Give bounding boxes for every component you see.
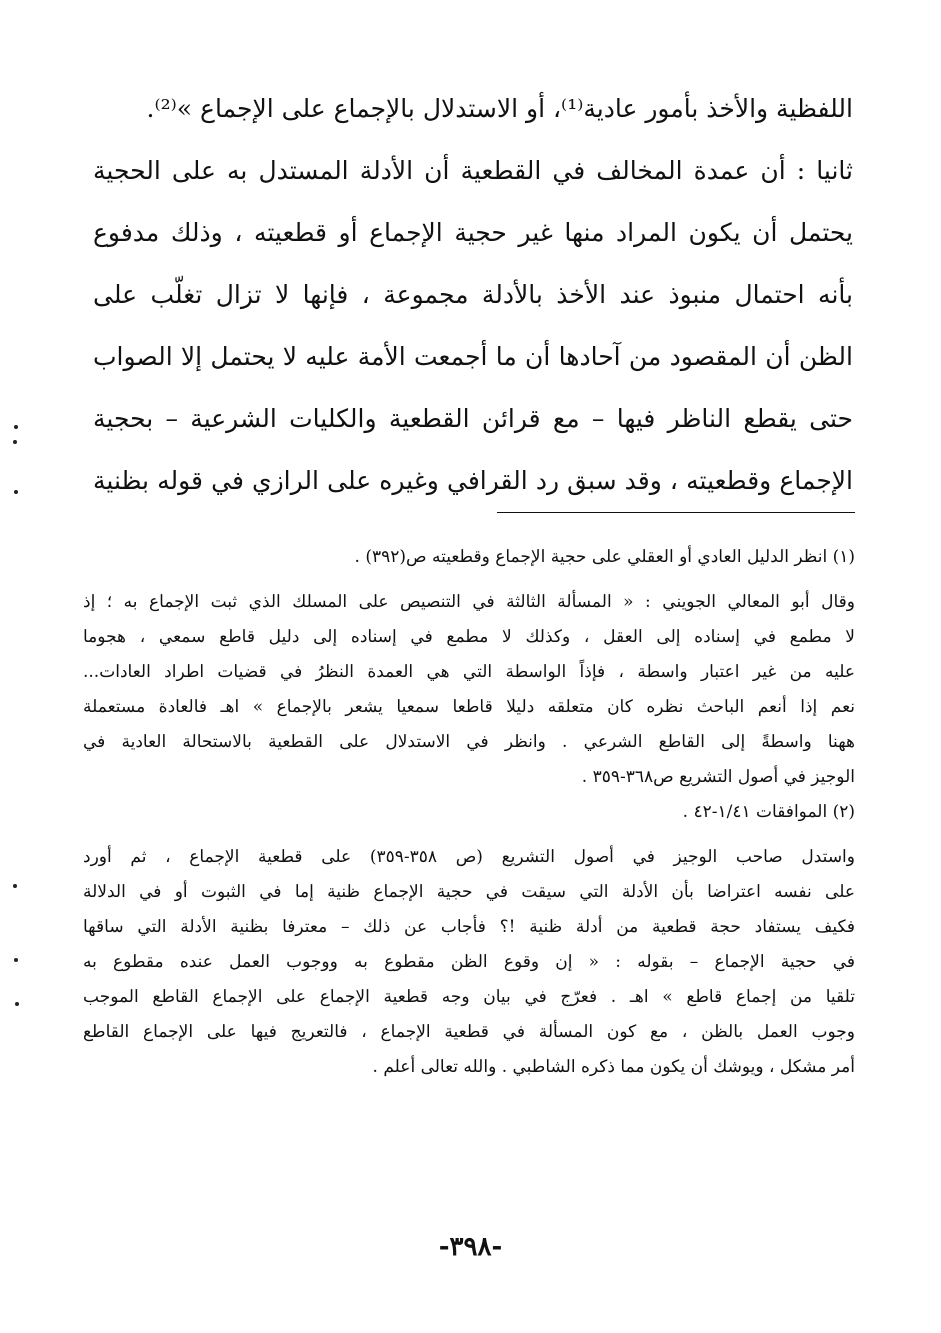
- main-line: حتى يقطع الناظر فيها – مع قرائن القطعية والكليات الشرعية – بحجية: [93, 404, 853, 433]
- scan-speck: [13, 884, 17, 888]
- footnote-2-line: في حجية الإجماع – بقوله : « إن وقوع الظن مقطوع به ووجوب العمل عنده مقطوع به: [83, 952, 855, 972]
- main-line: الإجماع وقطعيته ، وقد سبق رد القرافي وغيره على الرازي في قوله بظنية: [93, 466, 853, 495]
- page-number: -٣٩٨-: [438, 1232, 503, 1262]
- footnote-2-line: تلقيا من إجماع قاطع » اهـ . فعرّج في بيان وجه قطعية الإجماع على الإجماع القاطع الموجب: [83, 987, 855, 1007]
- footnote-2-line: فكيف يستفاد حجة قطعية من أدلة ظنية !؟ فأجاب عن ذلك – معترفا بظنية الأدلة التي ساقها: [83, 917, 855, 937]
- footnote-1-line: وقال أبو المعالي الجويني : « المسألة الثالثة في التنصيص على المسلك الذي ثبت الإجماع به ؛ إذ: [83, 592, 855, 612]
- main-line: ثانيا : أن عمدة المخالف في القطعية أن الأدلة المستدل به على الحجية: [93, 156, 853, 185]
- footnote-1-line: الوجيز في أصول التشريع ص٣٦٨-٣٥٩ .: [581, 767, 855, 787]
- footnote-1-line: نعم إذا أنعم الباحث نظره كان متعلقه دليلا قاطعا سمعيا يشعر بالإجماع » اهـ فالعادة مستعملة: [83, 697, 855, 717]
- footnote-2-line: على نفسه اعتراضا بأن الأدلة التي سيقت في حجية الإجماع ظنية إما في الثبوت أو في الدلالة: [83, 882, 855, 902]
- footnote-2-line: أمر مشكل ، ويوشك أن يكون مما ذكره الشاطبي . والله تعالى أعلم .: [372, 1057, 855, 1077]
- footnote-1-line: (١) انظر الدليل العادي أو العقلي على حجية الإجماع وقطعيته ص(٣٩٢) .: [354, 547, 855, 567]
- scan-speck: [14, 958, 18, 962]
- footnote-1-line: عليه من غير اعتبار واسطة ، فإذاً الواسطة التي هي العمدة النظرُ في قضيات اطراد العادات...: [83, 662, 855, 682]
- footnote-1-line: لا مطمع في إسناده إلى العقل ، وكذلك لا مطمع في إسناده إلى دليل قاطع سمعي ، هجوما: [83, 627, 855, 647]
- scan-speck: [15, 1002, 19, 1006]
- scan-speck: [14, 425, 18, 429]
- footnote-2-line: واستدل صاحب الوجيز في أصول التشريع (ص ٣٥٨-٣٥٩) على قطعية الإجماع ، ثم أورد: [83, 847, 855, 867]
- footnote-2-line: (٢) الموافقات ١/٤١-٤٢ .: [682, 802, 855, 822]
- main-line: اللفظية والأخذ بأمور عادية⁽¹⁾، أو الاستدلال بالإجماع على الإجماع »⁽²⁾.: [146, 94, 853, 123]
- main-line: الظن أن المقصود من آحادها أن ما أجمعت الأمة عليه لا يحتمل إلا الصواب: [93, 342, 853, 371]
- footnote-separator: [497, 512, 855, 513]
- footnotes: [83, 540, 855, 1085]
- footnote-2-line: وجوب العمل بالظن ، مع كون المسألة في قطعية الإجماع ، فالتعريج فيها على الإجماع القاطع: [83, 1022, 855, 1042]
- footnote-1-line: ههنا واسطةً إلى القاطع الشرعي . وانظر في الاستدلال على القطعية بالاستحالة العادية في: [83, 732, 855, 752]
- main-line: بأنه احتمال منبوذ عند الأخذ بالأدلة مجموعة ، فإنها لا تزال تغلّب على: [93, 280, 853, 309]
- scan-speck: [13, 440, 17, 444]
- main-paragraph: [93, 78, 853, 512]
- main-line: يحتمل أن يكون المراد منها غير حجية الإجماع أو قطعيته ، وذلك مدفوع: [93, 218, 853, 247]
- footnote-gap: [83, 830, 855, 840]
- footnote-gap: [83, 575, 855, 585]
- scan-speck: [14, 490, 18, 494]
